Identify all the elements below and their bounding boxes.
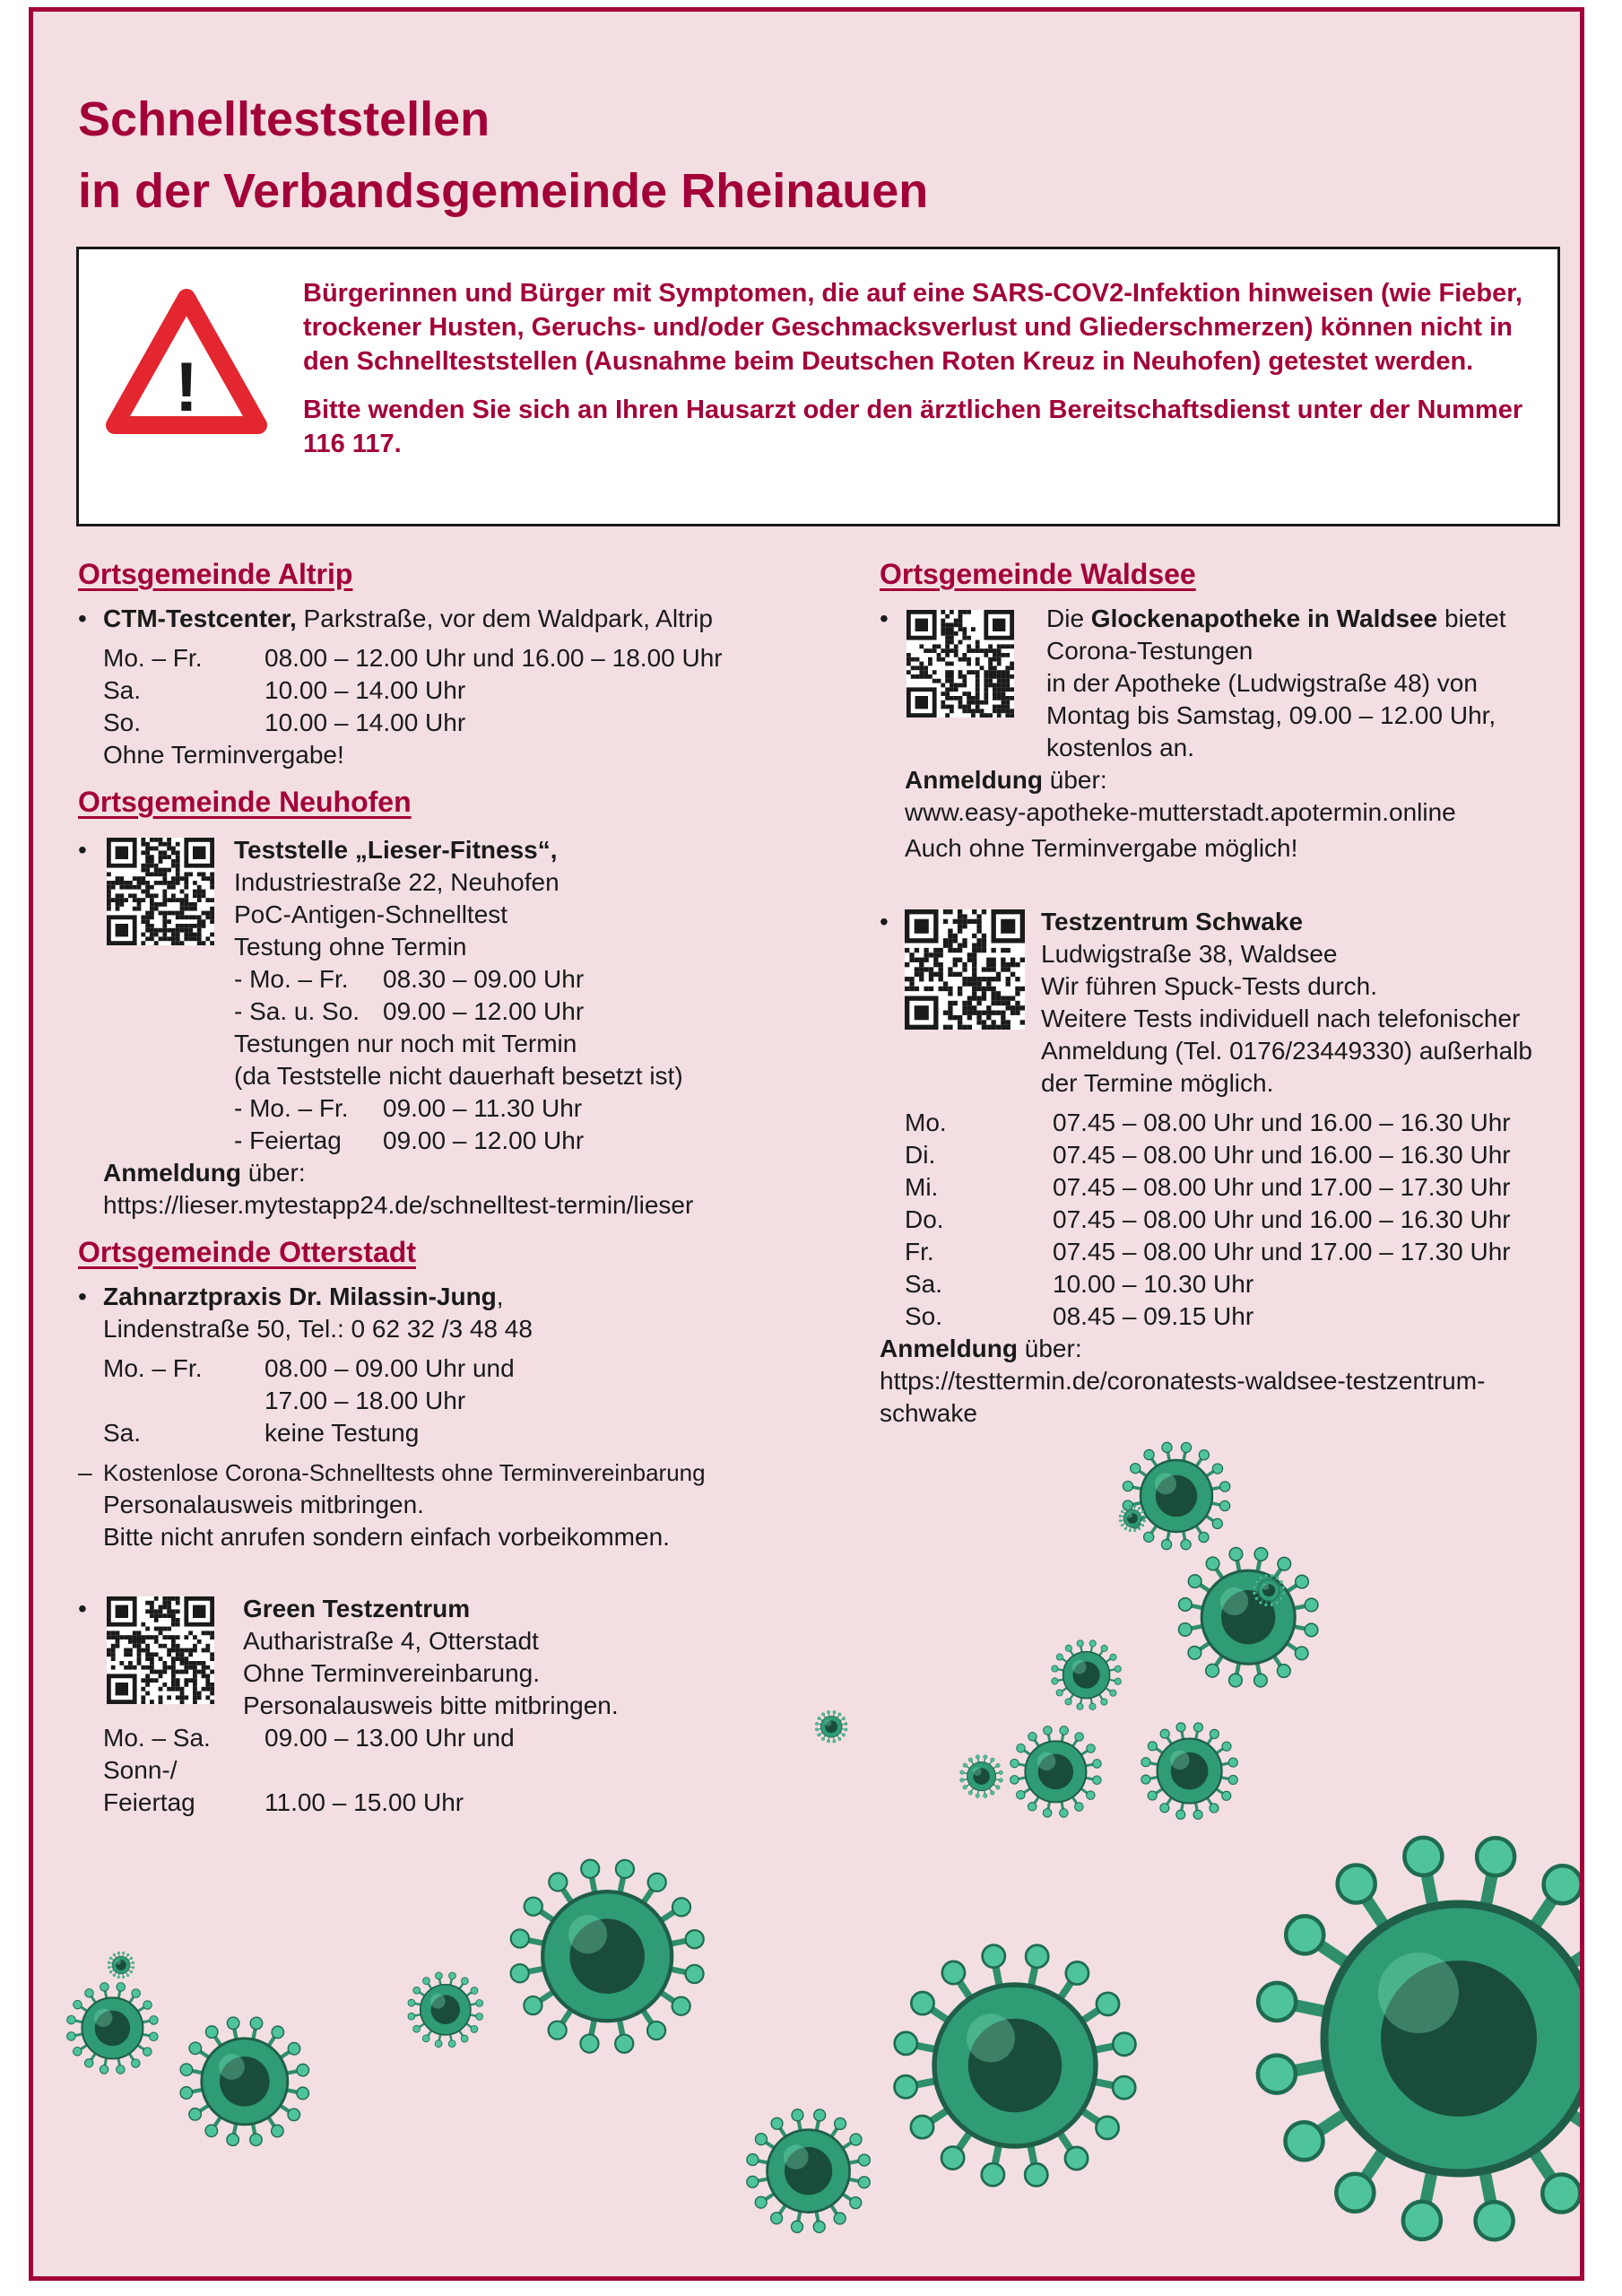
flyer bbox=[29, 7, 1584, 2281]
virus-particle bbox=[1138, 1719, 1241, 1822]
qr-code-icon bbox=[906, 610, 1014, 718]
qr-code-icon bbox=[107, 1596, 214, 1704]
entry-glockenapotheke: • Die Glockenapotheke in Waldsee bietet Corona-Testungen in der Apotheke (Ludwigstraße 48) von Montag bis Samstag, 09.00 – 12.00 Uhr, kostenlos an. Anmeldung über: www.easy-apotheke-mutterstadt.apotermin.online Auch ohne Terminvergabe möglich! bbox=[880, 603, 1561, 865]
heading-altrip: Ortsgemeinde Altrip bbox=[78, 558, 353, 590]
entry-lieser-fitness: • Teststelle „Lieser-Fitness“, Industriestraße 22, Neuhofen PoC-Antigen-Schnelltest Testung ohne Termin - Mo. – Fr. 08.30 – 09.00 Uhr - Sa. u. So. 09.00 – 12.00 Uhr Testungen nur noch mit Termin (da Teststelle nicht dauerhaft besetzt ist) - Mo. – Fr. 09.00 – 11.30 Uhr - Feiertag 09.00 – 12.00 Uhr Anmeldung über: https://lieser.mytestapp24.de/schnelltest-termin/lieser bbox=[78, 834, 885, 1222]
hours-row: Sonn-/ bbox=[103, 1756, 178, 1784]
virus-particle bbox=[958, 1753, 1004, 1799]
zahnarzt-name: Zahnarztpraxis Dr. Milassin-Jung bbox=[103, 1283, 497, 1310]
virus-particle bbox=[1252, 1573, 1286, 1607]
virus-particle bbox=[1174, 1543, 1323, 1692]
schwake-url-1[interactable]: https://testtermin.de/coronatests-waldsee-testzentrum- bbox=[880, 1367, 1486, 1395]
virus-particle bbox=[107, 1951, 135, 1979]
hours-row: - Mo. – Fr. 08.30 – 09.00 Uhr bbox=[234, 965, 585, 993]
page-title bbox=[78, 83, 928, 227]
bullet: • bbox=[78, 1595, 87, 1622]
heading-neuhofen: Ortsgemeinde Neuhofen bbox=[78, 786, 412, 818]
glocken-name: Glockenapotheke in Waldsee bbox=[1090, 604, 1438, 632]
hours-row: Mo. – Sa. 09.00 – 13.00 Uhr und bbox=[103, 1724, 515, 1752]
virus-particle bbox=[64, 1979, 161, 2077]
glocken-line: Montag bis Samstag, 09.00 – 12.00 Uhr, bbox=[1046, 701, 1496, 729]
schwake-name: Testzentrum Schwake bbox=[1041, 908, 1304, 935]
zahnarzt-address: Lindenstraße 50, Tel.: 0 62 32 /3 48 48 bbox=[103, 1315, 533, 1343]
hours-row: - Sa. u. So. 09.00 – 12.00 Uhr bbox=[234, 997, 585, 1025]
bullet: • bbox=[880, 908, 889, 935]
title-line-1: Schnellteststellen bbox=[78, 92, 490, 146]
lieser-name: Teststelle „Lieser-Fitness“, bbox=[234, 836, 558, 864]
virus-particle bbox=[405, 1970, 486, 2050]
registration-label: Anmeldung bbox=[905, 766, 1043, 794]
ctm-note: Ohne Terminvergabe! bbox=[103, 741, 344, 769]
hours-row: Mo. – Fr. 08.00 – 09.00 Uhr und bbox=[103, 1354, 515, 1382]
hours-row: Sa. 10.00 – 10.30 Uhr bbox=[905, 1270, 1254, 1298]
lieser-reason: (da Teststelle nicht dauerhaft besetzt ist) bbox=[234, 1062, 683, 1090]
warning-text-2: Bitte wenden Sie sich an Ihren Hausarzt oder den ärztlichen Bereitschaftsdienst unter der Nummer 116 117. bbox=[303, 396, 1523, 458]
warning-text-1: Bürgerinnen und Bürger mit Symptomen, die auf eine SARS-COV2-Infektion hinweisen (wie Fieber, trockener Husten, Geruchs- und/oder Geschmacksverlust und Gliederschmerzen) können nicht in den Schnellteststellen (Ausnahme beim Deutschen Roten Kreuz in Neuhofen) getestet werden. bbox=[303, 279, 1522, 376]
glocken-note: Auch ohne Terminvergabe möglich! bbox=[905, 834, 1298, 862]
hours-row: Feiertag 11.00 – 15.00 Uhr bbox=[103, 1788, 464, 1816]
glocken-line: in der Apotheke (Ludwigstraße 48) von bbox=[1046, 669, 1478, 697]
hours-row: - Feiertag 09.00 – 12.00 Uhr bbox=[234, 1126, 585, 1154]
ctm-name: CTM-Testcenter, bbox=[103, 604, 297, 632]
left-column bbox=[78, 554, 885, 1819]
virus-particle bbox=[1007, 1723, 1105, 1821]
heading-otterstadt: Ortsgemeinde Otterstadt bbox=[78, 1236, 416, 1268]
warning-exclamation: ! bbox=[175, 347, 198, 426]
otterstadt-walk-in-note: Bitte nicht anrufen sondern einfach vorbeikommen. bbox=[103, 1523, 670, 1551]
hours-row: So. 10.00 – 14.00 Uhr bbox=[103, 709, 466, 736]
lieser-address: Industriestraße 22, Neuhofen bbox=[234, 868, 559, 896]
virus-particle bbox=[1119, 1439, 1234, 1553]
bullet: • bbox=[78, 1283, 87, 1310]
green-address: Autharistraße 4, Otterstadt bbox=[243, 1627, 539, 1655]
virus-particle bbox=[176, 2013, 314, 2151]
registration-label: Anmeldung bbox=[103, 1159, 241, 1187]
virus-particle bbox=[1244, 1823, 1584, 2254]
schwake-url-2[interactable]: schwake bbox=[880, 1399, 977, 1427]
heading-waldsee: Ortsgemeinde Waldsee bbox=[880, 558, 1196, 590]
lieser-appointment-only: Testungen nur noch mit Termin bbox=[234, 1030, 577, 1057]
qr-code-icon bbox=[107, 838, 214, 945]
green-id-note: Personalausweis bitte mitbringen. bbox=[243, 1692, 619, 1719]
glocken-line: kostenlos an. bbox=[1046, 734, 1194, 761]
hours-row: Mo. – Fr. 08.00 – 12.00 Uhr und 16.00 – 18.00 Uhr bbox=[103, 644, 723, 672]
hours-row: - Mo. – Fr. 09.00 – 11.30 Uhr bbox=[234, 1094, 583, 1122]
bullet: • bbox=[78, 836, 87, 864]
entry-zahnarztpraxis: • Zahnarztpraxis Dr. Milassin-Jung, Lindenstraße 50, Tel.: 0 62 32 /3 48 48 Mo. – Fr. 08.00 – 09.00 Uhr und 17.00 – 18.00 Uhr Sa. keine Testung – Kostenlose Corona-Schnelltests ohne Terminvereinbarung Personalausweis mitbringen. Bitte nicht anrufen sondern einfach vorbeikommen. bbox=[78, 1281, 885, 1553]
virus-particle bbox=[504, 1853, 710, 2059]
bullet: • bbox=[880, 604, 889, 632]
lieser-test-type: PoC-Antigen-Schnelltest bbox=[234, 900, 508, 928]
hours-row: 17.00 – 18.00 Uhr bbox=[265, 1387, 466, 1414]
virus-particle bbox=[814, 1709, 848, 1744]
right-column bbox=[880, 554, 1561, 1430]
virus-particle bbox=[1049, 1638, 1123, 1712]
warning-box bbox=[76, 247, 1560, 526]
schwake-line: Ludwigstraße 38, Waldsee bbox=[1041, 940, 1338, 968]
title-line-2: in der Verbandsgemeinde Rheinauen bbox=[78, 164, 929, 218]
schwake-line: Wir führen Spuck-Tests durch. bbox=[1041, 972, 1378, 1000]
green-no-appointment: Ohne Terminvereinbarung. bbox=[243, 1659, 541, 1687]
glocken-url[interactable]: www.easy-apotheke-mutterstadt.apotermin.online bbox=[905, 798, 1456, 826]
qr-code-icon bbox=[905, 909, 1025, 1030]
hours-row: Sa. keine Testung bbox=[103, 1419, 420, 1447]
green-name: Green Testzentrum bbox=[243, 1595, 471, 1622]
registration-label: Anmeldung bbox=[880, 1335, 1018, 1362]
ctm-address: Parkstraße, vor dem Waldpark, Altrip bbox=[296, 604, 713, 632]
otterstadt-free-tests: Kostenlose Corona-Schnelltests ohne Terminvereinbarung bbox=[103, 1459, 706, 1486]
hours-row: Fr. 07.45 – 08.00 Uhr und 17.00 – 17.30 Uhr bbox=[905, 1238, 1511, 1265]
hours-row: Di. 07.45 – 08.00 Uhr und 16.00 – 16.30 Uhr bbox=[905, 1141, 1511, 1169]
schwake-line: der Termine möglich. bbox=[1041, 1069, 1274, 1097]
warning-triangle-icon bbox=[106, 287, 267, 439]
dash: – bbox=[78, 1458, 92, 1486]
glocken-line: Corona-Testungen bbox=[1046, 637, 1253, 665]
lieser-no-appointment: Testung ohne Termin bbox=[234, 933, 467, 961]
virus-particle bbox=[886, 1936, 1144, 2195]
hours-row: Mi. 07.45 – 08.00 Uhr und 17.00 – 17.30 Uhr bbox=[905, 1173, 1511, 1201]
entry-testzentrum-schwake: • Testzentrum Schwake Ludwigstraße 38, Waldsee Wir führen Spuck-Tests durch. Weitere Tests individuell nach telefonischer Anmeldung (Tel. 0176/23449330) außerhalb der Termine möglich. Mo. 07.45 – 08.00 Uhr und 16.00 – 16.30 Uhr Di. 07.45 – 08.00 Uhr und 16.00 – 16.30 Uhr Mi. 07.45 – 08.00 Uhr und 17.00 – 17.30 Uhr Do. 07.45 – 08.00 Uhr und 16.00 – 16.30 Uhr Fr. 07.45 – 08.00 Uhr und 17.00 – 17.30 Uhr Sa. 10.00 – 10.30 Uhr So. 08.45 – 09.15 Uhr Anmeldung über: https://testtermin.de/coronatests-waldsee-testzentrum- schwake bbox=[880, 906, 1561, 1430]
virus-particle bbox=[742, 2105, 874, 2237]
hours-row: So. 08.45 – 09.15 Uhr bbox=[905, 1302, 1254, 1330]
hours-row: Sa. 10.00 – 14.00 Uhr bbox=[103, 676, 466, 704]
schwake-line: Weitere Tests individuell nach telefonischer bbox=[1041, 1004, 1521, 1032]
schwake-line: Anmeldung (Tel. 0176/23449330) außerhalb bbox=[1041, 1037, 1532, 1065]
hours-row: Do. 07.45 – 08.00 Uhr und 16.00 – 16.30 Uhr bbox=[905, 1205, 1511, 1233]
otterstadt-id-note: Personalausweis mitbringen. bbox=[103, 1491, 424, 1518]
virus-particle bbox=[1118, 1504, 1147, 1533]
lieser-url[interactable]: https://lieser.mytestapp24.de/schnelltest-termin/lieser bbox=[103, 1191, 694, 1219]
entry-green-testzentrum bbox=[78, 1593, 885, 1819]
hours-row: Mo. 07.45 – 08.00 Uhr und 16.00 – 16.30 Uhr bbox=[905, 1109, 1511, 1136]
bullet: • bbox=[78, 604, 87, 632]
entry-ctm-testcenter bbox=[78, 603, 885, 771]
